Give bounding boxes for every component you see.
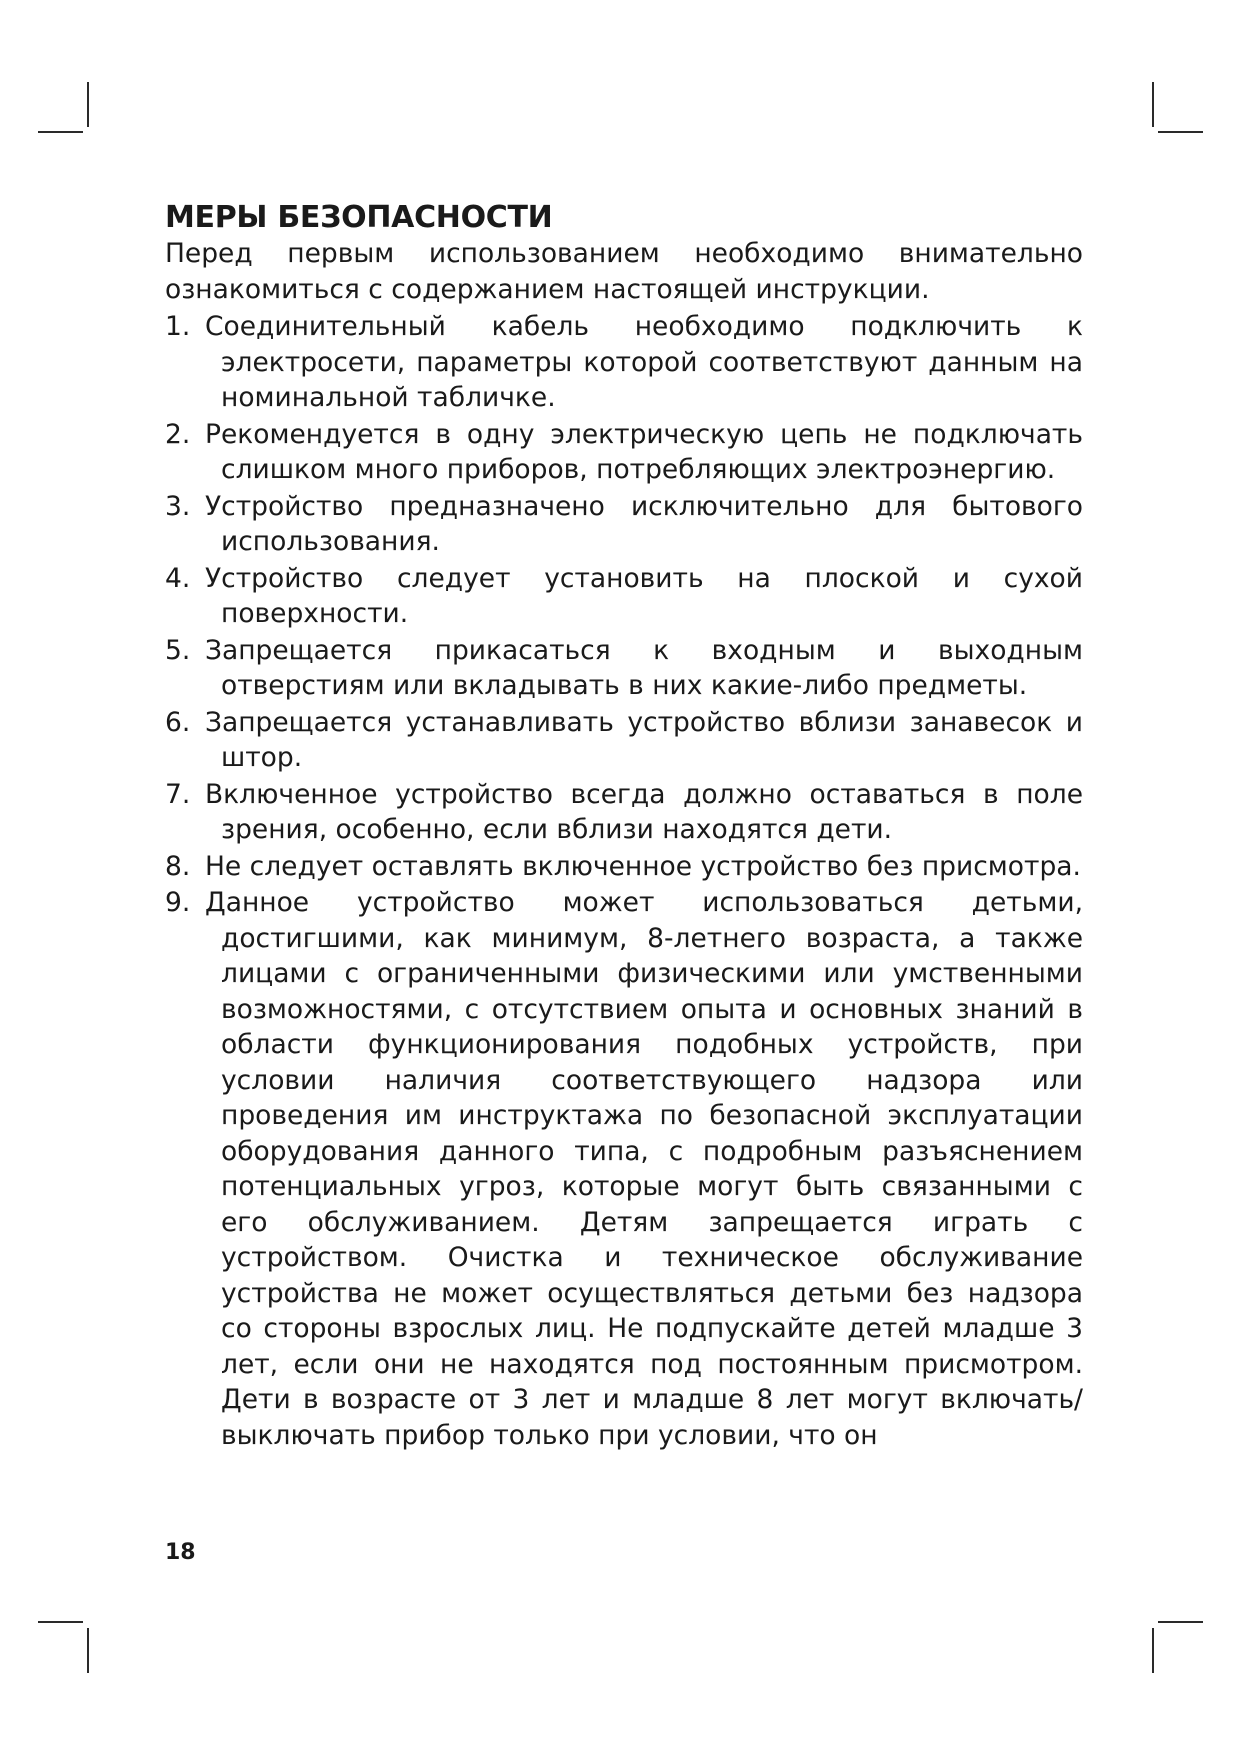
- crop-mark-bottom-left-vertical: [87, 1628, 89, 1673]
- list-item: [165, 417, 1083, 488]
- list-item-text: Запрещается устанавливать устройство вблизи занавесок и штор.: [205, 706, 1083, 773]
- list-item-text: Данное устройство может использоваться детьми, достигшими, как минимум, 8-летнего возраста, а также лицами с ограниченными физическими или умственными возможностями, с отсутствием опыта и основных знаний в области функционирования подобных устройств, при условии наличия соответствующего надзора или проведения им инструктажа по безопасной эксплуатации оборудования данного типа, с подробным разъяснением потенциальных угроз, которые могут быть связанными с его обслуживанием. Детям запрещается играть с устройством. Очистка и техническое обслуживание устройства не может осуществляться детьми без надзора со стороны взрослых лиц. Не подпускайте детей младше 3 лет, если они не находятся под постоянным присмотром. Дети в возрасте от 3 лет и младше 8 лет могут включать/выключать прибор только при условии, что он: [205, 887, 1083, 1451]
- list-item: [165, 705, 1083, 776]
- list-item-number: 5.: [165, 634, 191, 666]
- list-item-number: 9.: [165, 887, 191, 918]
- intro-paragraph: Перед первым использованием необходимо внимательно ознакомиться с содержанием настоящей инструкции.: [165, 238, 1083, 305]
- list-item: [165, 777, 1083, 848]
- list-item-text: Соединительный кабель необходимо подключить к электросети, параметры которой соответствуют данным на номинальной табличке.: [205, 311, 1083, 413]
- list-item-text: Устройство предназначено исключительно для бытового использования.: [205, 490, 1083, 557]
- list-item: [165, 885, 1083, 1453]
- page-content: [165, 200, 1083, 1454]
- list-item-number: 7.: [165, 778, 191, 810]
- list-item-text: Не следует оставлять включенное устройство без присмотра.: [205, 850, 1081, 882]
- list-item: [165, 309, 1083, 416]
- list-item-number: 3.: [165, 490, 191, 522]
- safety-list: [165, 309, 1083, 1453]
- crop-mark-top-left-horizontal: [38, 131, 83, 133]
- list-item: [165, 849, 1083, 885]
- list-item-text: Устройство следует установить на плоской и сухой поверхности.: [205, 562, 1083, 629]
- crop-mark-bottom-right-vertical: [1152, 1628, 1154, 1673]
- list-item: [165, 633, 1083, 704]
- list-item-number: 4.: [165, 562, 191, 594]
- list-item-text: Включенное устройство всегда должно оставаться в поле зрения, особенно, если вблизи находятся дети.: [205, 778, 1083, 845]
- list-item-text: Запрещается прикасаться к входным и выходным отверстиям или вкладывать в них какие-либо предметы.: [205, 634, 1083, 701]
- crop-mark-top-right-vertical: [1152, 82, 1154, 127]
- crop-mark-top-left-vertical: [87, 82, 89, 127]
- crop-mark-top-right-horizontal: [1158, 131, 1203, 133]
- list-item-number: 6.: [165, 706, 191, 738]
- section-heading: МЕРЫ БЕЗОПАСНОСТИ: [165, 200, 553, 235]
- page-number: 18: [165, 1540, 196, 1565]
- crop-mark-bottom-right-horizontal: [1158, 1621, 1203, 1623]
- crop-mark-bottom-left-horizontal: [38, 1621, 83, 1623]
- list-item: [165, 561, 1083, 632]
- list-item-number: 2.: [165, 418, 191, 450]
- list-item: [165, 489, 1083, 560]
- list-item-number: 1.: [165, 311, 191, 342]
- list-item-number: 8.: [165, 850, 191, 882]
- list-item-text: Рекомендуется в одну электрическую цепь не подключать слишком много приборов, потребляющих электроэнергию.: [205, 418, 1083, 485]
